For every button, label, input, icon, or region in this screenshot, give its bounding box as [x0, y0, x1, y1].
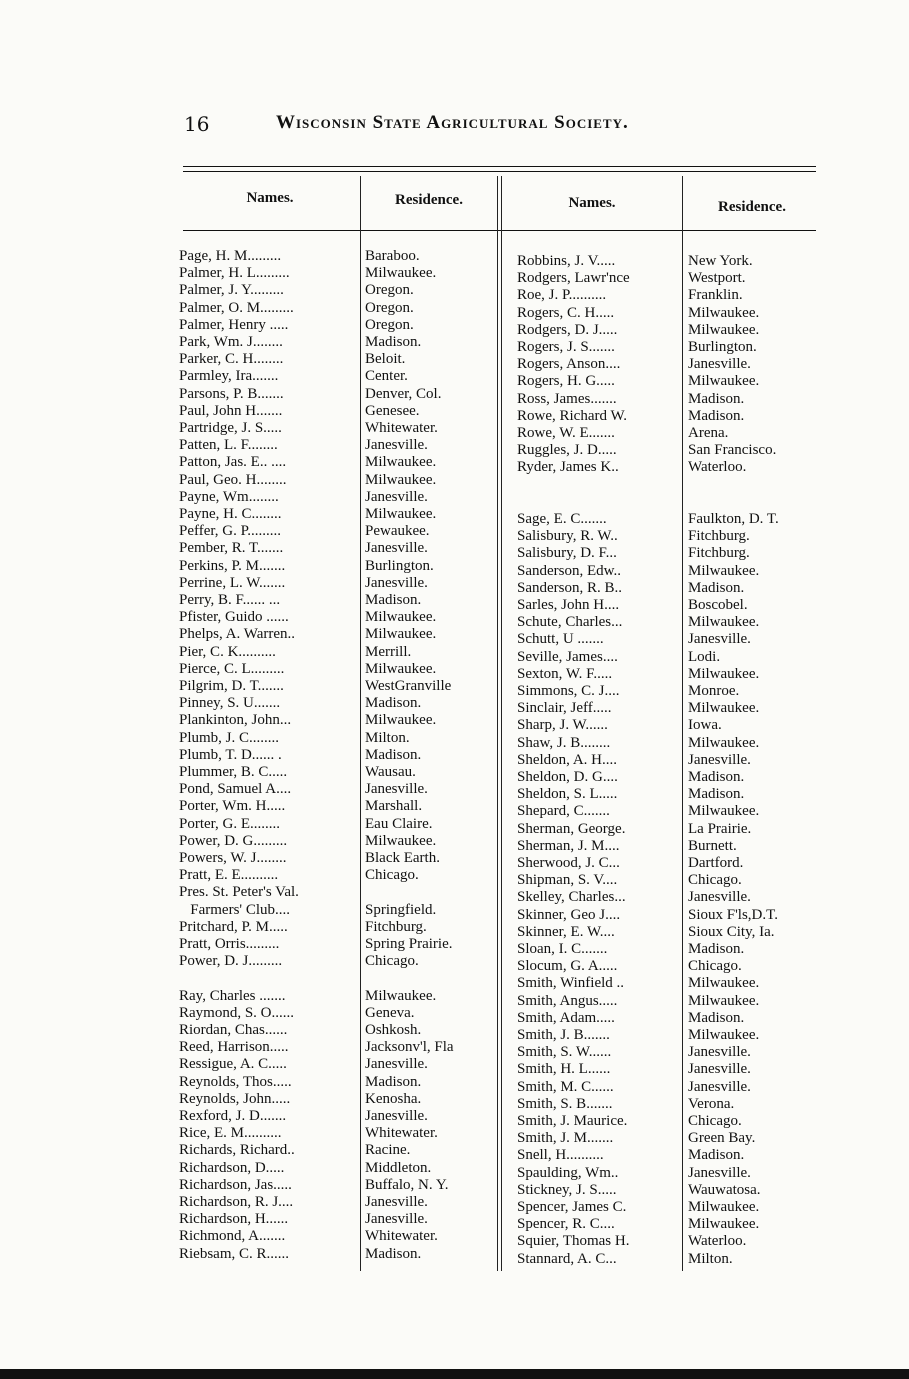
- member-residence: Milwaukee.: [688, 562, 760, 579]
- member-name: Pinney, S. U.......: [179, 695, 281, 712]
- member-residence: Janesville.: [688, 631, 751, 648]
- member-name: Paul, John H.......: [179, 402, 283, 419]
- member-residence: Wausau.: [365, 764, 416, 780]
- column-divider-left: [360, 176, 361, 1271]
- member-residence: Baraboo.: [365, 248, 420, 264]
- member-name: Plumb, T. D...... .: [179, 746, 282, 763]
- member-residence: Milwaukee.: [365, 609, 437, 626]
- member-residence: Milwaukee.: [688, 373, 760, 390]
- member-residence: Iowa.: [688, 717, 722, 734]
- column-divider-center-2: [501, 176, 502, 1271]
- member-residence: Madison.: [365, 334, 422, 350]
- member-name: Park, Wm. J........: [179, 334, 283, 350]
- member-residence: Monroe.: [688, 683, 740, 699]
- member-residence: Milwaukee.: [365, 626, 437, 643]
- member-name: Pember, R. T.......: [179, 540, 284, 557]
- member-name: Plumb, J. C........: [179, 729, 280, 746]
- member-name: Porter, G. E........: [179, 815, 281, 832]
- member-residence: Janesville.: [688, 1164, 751, 1181]
- member-name: Smith, Winfield ..: [517, 975, 625, 992]
- member-residence: Whitewater.: [365, 1228, 438, 1245]
- member-residence: Black Earth.: [365, 850, 440, 866]
- member-residence: Janesville.: [688, 1061, 751, 1078]
- member-name: Robbins, J. V.....: [517, 253, 616, 269]
- header-names-right: Names.: [568, 195, 616, 211]
- header-residence-left: Residence.: [395, 192, 463, 208]
- member-name: Powers, W. J........: [179, 850, 287, 866]
- member-name: Plummer, B. C.....: [179, 764, 288, 780]
- member-residence: Janesville.: [365, 574, 428, 591]
- member-name: Richards, Richard..: [179, 1142, 295, 1159]
- member-name: Richardson, H......: [179, 1211, 289, 1228]
- member-residence: Milwaukee.: [688, 1216, 760, 1233]
- member-residence: Denver, Col.: [365, 385, 442, 402]
- member-name: Stannard, A. C...: [517, 1250, 617, 1267]
- member-residence: Janesville.: [365, 1056, 428, 1073]
- member-name: Ross, James.......: [517, 390, 617, 407]
- member-residence: Janesville.: [365, 781, 428, 798]
- member-residence: Chicago.: [688, 1113, 742, 1129]
- member-name: Ressigue, A. C.....: [179, 1056, 287, 1073]
- member-residence: Janesville.: [365, 437, 428, 454]
- member-name: Perry, B. F...... ...: [179, 592, 281, 608]
- member-residence: Chicago.: [688, 872, 742, 889]
- member-residence: Sioux F'ls,D.T.: [688, 906, 778, 923]
- header-residence-right: Residence.: [718, 199, 786, 215]
- member-residence: Milwaukee.: [688, 614, 760, 631]
- member-residence: Sioux City, Ia.: [688, 923, 775, 940]
- member-residence: Westport.: [688, 270, 746, 287]
- member-residence: Merrill.: [365, 643, 412, 660]
- member-residence: Arena.: [688, 425, 729, 441]
- member-name: Sherwood, J. C...: [517, 855, 620, 871]
- member-name: Simmons, C. J....: [517, 683, 620, 699]
- member-residence: Geneva.: [365, 1004, 415, 1021]
- member-name: Parmley, Ira.......: [179, 368, 279, 385]
- member-residence: Buffalo, N. Y.: [365, 1176, 449, 1193]
- member-residence: Oregon.: [365, 316, 414, 333]
- member-residence: Madison.: [688, 1147, 745, 1164]
- member-residence: Racine.: [365, 1142, 411, 1159]
- member-name: Skinner, Geo J....: [517, 906, 621, 923]
- member-name: Sherman, J. M....: [517, 837, 620, 854]
- member-residence: Middleton.: [365, 1159, 432, 1176]
- member-name: Parker, C. H........: [179, 351, 284, 368]
- member-name: Payne, H. C........: [179, 506, 282, 522]
- member-name: Page, H. M.........: [179, 248, 282, 264]
- member-residence: Center.: [365, 368, 408, 385]
- member-name: Smith, Adam.....: [517, 1009, 615, 1026]
- member-residence: Milwaukee.: [365, 660, 437, 677]
- member-residence: Milwaukee.: [365, 712, 437, 729]
- member-residence: Milwaukee.: [688, 975, 760, 992]
- member-name: Sherman, George.: [517, 820, 626, 837]
- member-residence: Milwaukee.: [365, 471, 437, 488]
- member-residence: Madison.: [688, 390, 745, 407]
- member-name: Sarles, John H....: [517, 597, 620, 613]
- member-residence: Janesville.: [688, 1044, 751, 1061]
- member-residence: Oregon.: [365, 282, 414, 299]
- member-residence: Milwaukee.: [688, 1027, 760, 1043]
- member-name: Spencer, James C.: [517, 1199, 627, 1215]
- member-residence: Marshall.: [365, 798, 423, 815]
- member-name: Rogers, J. S.......: [517, 339, 615, 355]
- member-name: Schutt, U .......: [517, 631, 604, 648]
- member-name: Roe, J. P..........: [517, 287, 607, 304]
- member-name: Ruggles, J. D.....: [517, 442, 617, 459]
- member-residence: Milton.: [365, 729, 410, 746]
- member-residence: New York.: [688, 253, 753, 269]
- member-residence: Madison.: [365, 592, 422, 608]
- member-name: Seville, James....: [517, 648, 618, 665]
- member-residence: Madison.: [688, 769, 745, 785]
- member-name: Pond, Samuel A....: [179, 781, 292, 798]
- member-name: Sanderson, R. B..: [517, 579, 622, 596]
- member-name: Smith, S. B.......: [517, 1095, 613, 1112]
- member-name: Reed, Harrison.....: [179, 1039, 289, 1056]
- member-residence: Milwaukee.: [688, 803, 760, 820]
- member-residence: Milton.: [688, 1250, 733, 1267]
- member-residence: Springfield.: [365, 901, 437, 918]
- member-name: Pier, C. K..........: [179, 643, 276, 660]
- member-residence: Beloit.: [365, 351, 406, 368]
- member-name: Partridge, J. S.....: [179, 420, 282, 436]
- member-residence: Madison.: [688, 579, 745, 596]
- member-residence: Chicago.: [365, 867, 419, 884]
- member-name: Pratt, Orris.........: [179, 936, 280, 952]
- member-name: Shaw, J. B........: [517, 734, 611, 751]
- member-name: Pratt, E. E..........: [179, 867, 279, 884]
- member-name: Plankinton, John...: [179, 712, 292, 729]
- top-rule-2: [183, 171, 816, 172]
- member-residence: WestGranville: [365, 678, 452, 694]
- member-name: Sage, E. C.......: [517, 511, 607, 527]
- member-name: Shipman, S. V....: [517, 872, 618, 889]
- member-residence: Madison.: [688, 1009, 745, 1026]
- member-name: Pierce, C. L.........: [179, 660, 285, 677]
- member-residence: Janesville.: [365, 540, 428, 557]
- member-name: Palmer, H. L.........: [179, 265, 290, 282]
- member-name: Farmers' Club....: [179, 901, 291, 918]
- member-name: Palmer, J. Y.........: [179, 282, 284, 299]
- member-name: Spaulding, Wm..: [517, 1164, 619, 1181]
- member-name: Pfister, Guido ......: [179, 609, 289, 626]
- member-name: Rogers, Anson....: [517, 356, 621, 373]
- member-name: Perkins, P. M.......: [179, 557, 286, 574]
- member-residence: Waterloo.: [688, 1233, 747, 1250]
- member-residence: Dartford.: [688, 855, 744, 871]
- member-name: Rexford, J. D.......: [179, 1108, 287, 1124]
- member-residence: Eau Claire.: [365, 815, 433, 832]
- member-residence: Kenosha.: [365, 1090, 422, 1107]
- member-name: Rogers, C. H.....: [517, 304, 615, 321]
- member-name: Richardson, R. J....: [179, 1194, 294, 1210]
- member-name: Pres. St. Peter's Val.: [179, 884, 299, 901]
- member-name: Richardson, D.....: [179, 1159, 285, 1176]
- member-residence: Genesee.: [365, 402, 420, 419]
- member-residence: Madison.: [365, 1073, 422, 1090]
- member-name: Riebsam, C. R......: [179, 1245, 290, 1262]
- member-name: Stickney, J. S.....: [517, 1181, 617, 1198]
- member-residence: Verona.: [688, 1095, 735, 1112]
- member-name: Pritchard, P. M.....: [179, 918, 288, 935]
- member-residence: Milwaukee.: [688, 304, 760, 321]
- member-residence: Milwaukee.: [365, 987, 437, 1004]
- member-residence: Milwaukee.: [688, 321, 760, 338]
- member-name: Raymond, S. O......: [179, 1004, 295, 1021]
- member-residence: San Francisco.: [688, 442, 777, 459]
- member-name: Salisbury, D. F...: [517, 545, 617, 562]
- member-name: Pilgrim, D. T.......: [179, 678, 284, 694]
- member-residence: Wauwatosa.: [688, 1181, 761, 1198]
- member-name: Parsons, P. B.......: [179, 385, 284, 402]
- member-residence: Milwaukee.: [365, 506, 437, 522]
- member-residence: Pewaukee.: [365, 523, 430, 540]
- member-name: Shepard, C.......: [517, 803, 610, 820]
- member-residence: Chicago.: [688, 958, 742, 975]
- member-residence: Green Bay.: [688, 1130, 756, 1147]
- member-name: Paul, Geo. H........: [179, 471, 287, 488]
- member-name: Reynolds, John.....: [179, 1090, 291, 1107]
- member-residence: Franklin.: [688, 287, 743, 304]
- member-residence: Janesville.: [688, 356, 751, 373]
- member-residence: Milwaukee.: [365, 832, 437, 849]
- member-residence: Milwaukee.: [688, 734, 760, 751]
- member-name: Richardson, Jas.....: [179, 1176, 292, 1193]
- member-name: Reynolds, Thos.....: [179, 1073, 292, 1090]
- member-residence: Spring Prairie.: [365, 936, 453, 952]
- column-divider-center: [497, 176, 498, 1271]
- member-residence: Faulkton, D. T.: [688, 511, 779, 527]
- member-name: Peffer, G. P.........: [179, 523, 282, 540]
- member-residence: La Prairie.: [688, 820, 752, 837]
- member-name: Power, D. J.........: [179, 953, 283, 970]
- member-name: Patten, L. F........: [179, 437, 278, 454]
- member-residence: Milwaukee.: [688, 700, 760, 717]
- member-residence: Oshkosh.: [365, 1022, 422, 1038]
- member-name: Power, D. G.........: [179, 832, 288, 849]
- member-residence: Madison.: [365, 1245, 422, 1262]
- member-name: Skinner, E. W....: [517, 923, 615, 940]
- member-name: Smith, S. W......: [517, 1044, 612, 1061]
- member-residence: Lodi.: [688, 648, 721, 665]
- member-name: Rowe, W. E.......: [517, 425, 615, 441]
- member-name: Squier, Thomas H.: [517, 1233, 630, 1250]
- column-divider-right: [682, 176, 683, 1271]
- member-residence: Burlington.: [688, 339, 757, 355]
- member-residence: Janesville.: [365, 1108, 428, 1124]
- member-name: Schute, Charles...: [517, 614, 623, 631]
- member-name: Spencer, R. C....: [517, 1216, 615, 1233]
- member-residence: Jacksonv'l, Fla: [365, 1039, 454, 1056]
- member-name: Skelley, Charles...: [517, 889, 626, 906]
- member-residence: Milwaukee.: [688, 665, 760, 682]
- member-residence: Milwaukee.: [688, 992, 760, 1009]
- member-residence: Chicago.: [365, 953, 419, 970]
- page-number: 16: [184, 112, 210, 136]
- member-residence: Janesville.: [365, 1211, 428, 1228]
- member-name: Palmer, O. M.........: [179, 299, 294, 316]
- member-residence: Madison.: [365, 695, 422, 712]
- member-residence: Janesville.: [688, 1078, 751, 1095]
- member-residence: Madison.: [688, 407, 745, 424]
- member-residence: Janesville.: [365, 488, 428, 505]
- member-residence: Whitewater.: [365, 1125, 438, 1142]
- member-name: Smith, M. C......: [517, 1078, 614, 1095]
- header-names-left: Names.: [246, 190, 294, 206]
- member-residence: Boscobel.: [688, 597, 748, 613]
- member-name: Sheldon, D. G....: [517, 769, 618, 785]
- member-name: Ray, Charles .......: [179, 987, 286, 1004]
- member-name: Sheldon, S. L.....: [517, 786, 618, 803]
- member-name: Smith, Angus.....: [517, 992, 618, 1009]
- member-residence: Oregon.: [365, 299, 414, 316]
- member-name: Phelps, A. Warren..: [179, 626, 296, 643]
- member-name: Rowe, Richard W.: [517, 407, 627, 424]
- member-name: Palmer, Henry .....: [179, 316, 289, 333]
- member-name: Salisbury, R. W..: [517, 528, 618, 545]
- member-residence: Madison.: [688, 786, 745, 803]
- member-name: Sinclair, Jeff.....: [517, 700, 612, 717]
- member-name: Rice, E. M..........: [179, 1125, 282, 1142]
- member-residence: Burnett.: [688, 837, 737, 854]
- member-name: Slocum, G. A.....: [517, 958, 618, 975]
- member-residence: Milwaukee.: [688, 1199, 760, 1215]
- member-name: Snell, H..........: [517, 1147, 604, 1164]
- member-residence: Janesville.: [688, 889, 751, 906]
- member-name: Payne, Wm........: [179, 488, 279, 505]
- member-residence: Burlington.: [365, 557, 434, 574]
- member-name: Sanderson, Edw..: [517, 562, 622, 579]
- member-name: Smith, J. Maurice.: [517, 1113, 628, 1129]
- member-name: Rodgers, Lawr'nce: [517, 270, 630, 287]
- member-residence: Janesville.: [365, 1194, 428, 1210]
- page-title: Wisconsin State Agricultural Society.: [276, 112, 629, 133]
- member-name: Riordan, Chas......: [179, 1022, 288, 1038]
- top-rule: [183, 166, 816, 167]
- member-name: Rogers, H. G.....: [517, 373, 615, 390]
- member-residence: Milwaukee.: [365, 454, 437, 471]
- member-name: Smith, J. M.......: [517, 1130, 614, 1147]
- member-name: Rodgers, D. J.....: [517, 321, 618, 338]
- member-name: Porter, Wm. H.....: [179, 798, 286, 815]
- member-name: Sloan, I. C.......: [517, 941, 608, 957]
- member-residence: Fitchburg.: [365, 918, 427, 935]
- member-name: Sharp, J. W......: [517, 717, 608, 734]
- member-residence: Waterloo.: [688, 459, 747, 476]
- member-residence: Whitewater.: [365, 420, 438, 436]
- bottom-border: [0, 1369, 909, 1379]
- member-residence: Fitchburg.: [688, 528, 750, 545]
- member-name: Ryder, James K..: [517, 459, 619, 476]
- header-rule: [183, 230, 816, 231]
- member-name: Sexton, W. F.....: [517, 665, 613, 682]
- member-name: Patton, Jas. E.. ....: [179, 454, 287, 471]
- member-name: Smith, H. L......: [517, 1061, 611, 1078]
- member-residence: Milwaukee.: [365, 265, 437, 282]
- member-residence: Madison.: [688, 941, 745, 957]
- member-name: Perrine, L. W.......: [179, 574, 286, 591]
- member-residence: Janesville.: [688, 751, 751, 768]
- member-name: Smith, J. B.......: [517, 1027, 610, 1043]
- member-name: Richmond, A.......: [179, 1228, 286, 1245]
- member-residence: Madison.: [365, 746, 422, 763]
- member-name: Sheldon, A. H....: [517, 751, 618, 768]
- member-residence: Fitchburg.: [688, 545, 750, 562]
